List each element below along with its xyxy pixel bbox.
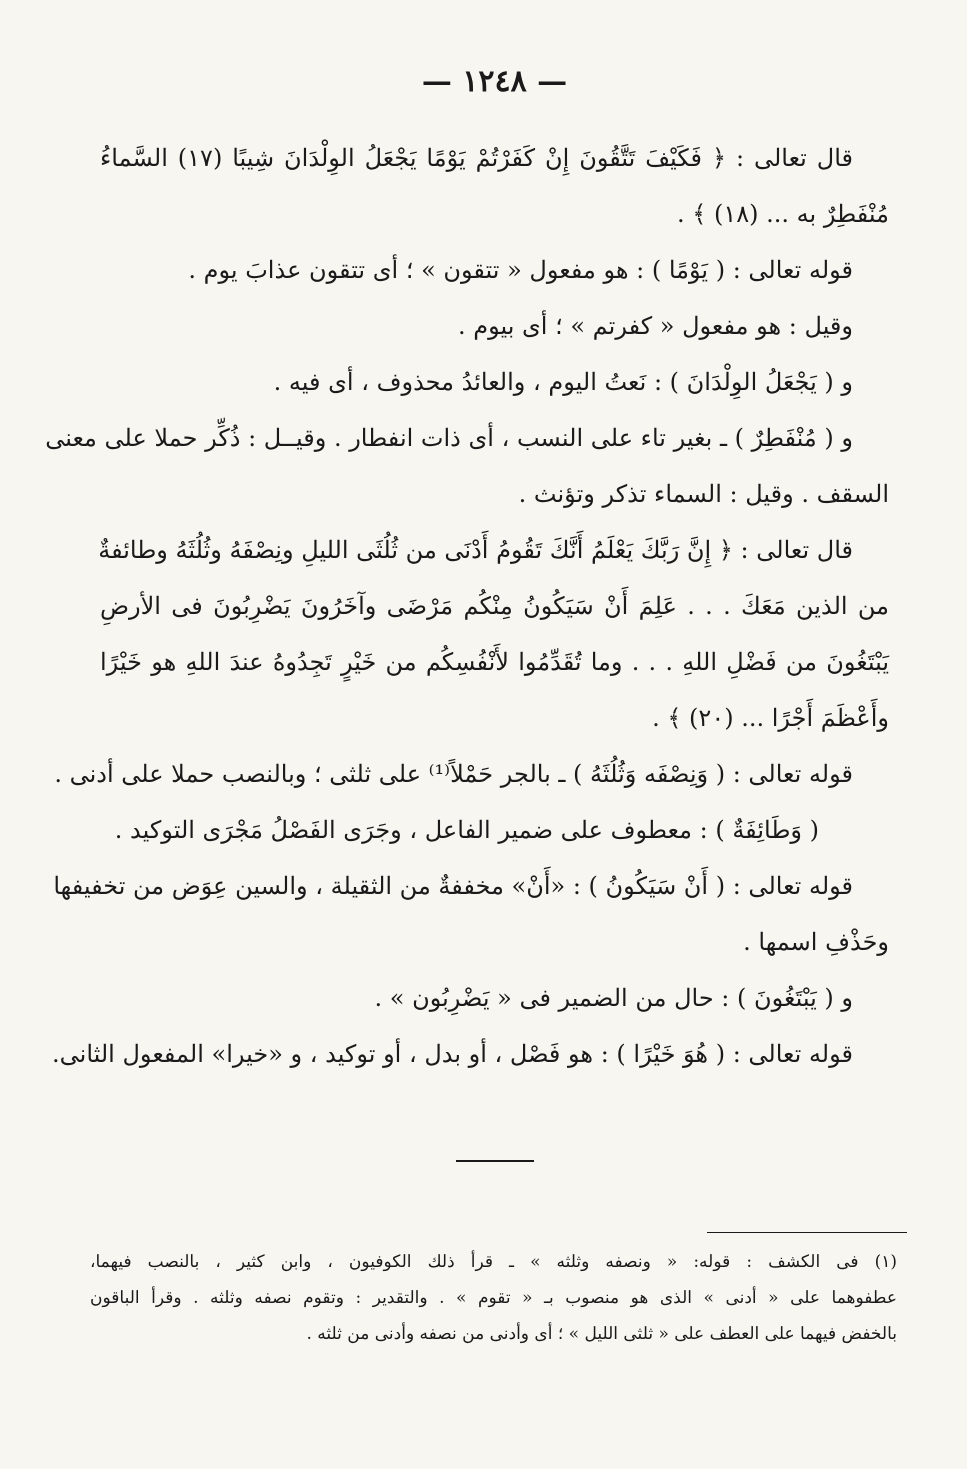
commentary-line: السقف . وقيل : السماء تذكر وتؤنث . bbox=[518, 480, 889, 508]
commentary-body bbox=[45, 130, 889, 1082]
verse-line: مُنْفَطِرٌ به ... (١٨) ﴾ . bbox=[677, 200, 889, 228]
commentary-line: و ( مُنْفَطِرٌ ) ـ بغير تاء على النسب ، أى ذات انفطار . وقيــل : ذُكِّر حملا على معنى bbox=[45, 424, 853, 452]
commentary-line: وحَذْفِ اسمها . bbox=[743, 928, 889, 956]
footnote-line: بالخفض فيهما على العطف على « ثلثى الليل » ؛ أى وأدنى من نصفه وأدنى من ثلثه . bbox=[306, 1324, 897, 1344]
commentary-line: قوله تعالى : ( أَنْ سَيَكُونُ ) : «أَنْ» مخففةٌ من الثقيلة ، والسين عِوَض من تخفيفها bbox=[53, 872, 853, 900]
footnote-line: (١) فى الكشف : قوله: « ونصفه وثلثه » ـ قرأ ذلك الكوفيون ، وابن كثير ، بالنصب فيهما، bbox=[90, 1252, 897, 1272]
commentary-line: قوله تعالى : ( يَوْمًا ) : هو مفعول « تتقون » ؛ أى تتقون عذابَ يوم . bbox=[188, 256, 853, 284]
commentary-line: وقيل : هو مفعول « كفرتم » ؛ أى بيوم . bbox=[457, 312, 853, 340]
section-separator bbox=[456, 1160, 534, 1162]
commentary-line: قوله تعالى : ( وَنِصْفَه وَثُلُثَهُ ) ـ بالجر حَمْلاً⁽¹⁾ على ثلثى ؛ وبالنصب حملا على أدنى . bbox=[54, 760, 853, 788]
commentary-line: ( وَطَائِفَةٌ ) : معطوف على ضمير الفاعل ، وجَرَى الفَصْلُ مَجْرَى التوكيد . bbox=[114, 816, 819, 844]
verse-line: يَبْتَغُونَ من فَضْلِ اللهِ . . . وما تُقَدِّمُوا لأَنْفُسِكُم من خَيْرٍ تَجِدُوهُ عندَ اللهِ هو خَيْرًا bbox=[100, 648, 889, 676]
footnote-rule bbox=[707, 1232, 907, 1233]
verse-line: قال تعالى : ﴿ إِنَّ رَبَّكَ يَعْلَمُ أَنَّكَ تَقُومُ أَدْنَى من ثُلُثَى الليلِ ونِصْفَهُ وثُلُثَهُ وطائفةٌ bbox=[98, 536, 853, 564]
verse-line: قال تعالى : ﴿ فَكَيْفَ تَتَّقُونَ إِنْ كَفَرْتُمْ يَوْمًا يَجْعَلُ الوِلْدَانَ شِيبًا (١٧) السَّماءُ bbox=[100, 144, 853, 172]
commentary-line: و ( يَجْعَلُ الوِلْدَانَ ) : نَعتُ اليوم ، والعائدُ محذوف ، أى فيه . bbox=[273, 368, 853, 396]
footnote-line: عطفوهما على « أدنى » الذى هو منصوب بـ « تقوم » . والتقدير : وتقوم نصفه وثلثه . وقرأ الباقون bbox=[90, 1288, 897, 1308]
commentary-line: و ( يَبْتَغُونَ ) : حال من الضمير فى « يَضْرِبُون » . bbox=[374, 984, 853, 1012]
verse-line: من الذين مَعَكَ . . . عَلِمَ أَنْ سَيَكُونُ مِنْكُم مَرْضَى وآخَرُونَ يَضْرِبُونَ فى الأرضِ bbox=[100, 592, 889, 620]
page-number: — ١٢٤٨ — bbox=[421, 64, 568, 99]
verse-line: وأَعْظَمَ أَجْرًا ... (٢٠) ﴾ . bbox=[652, 704, 889, 732]
commentary-line: قوله تعالى : ( هُوَ خَيْرًا ) : هو فَصْل ، أو بدل ، أو توكيد ، و «خيرا» المفعول الثانى. bbox=[52, 1040, 853, 1068]
footnotes bbox=[90, 1244, 897, 1352]
